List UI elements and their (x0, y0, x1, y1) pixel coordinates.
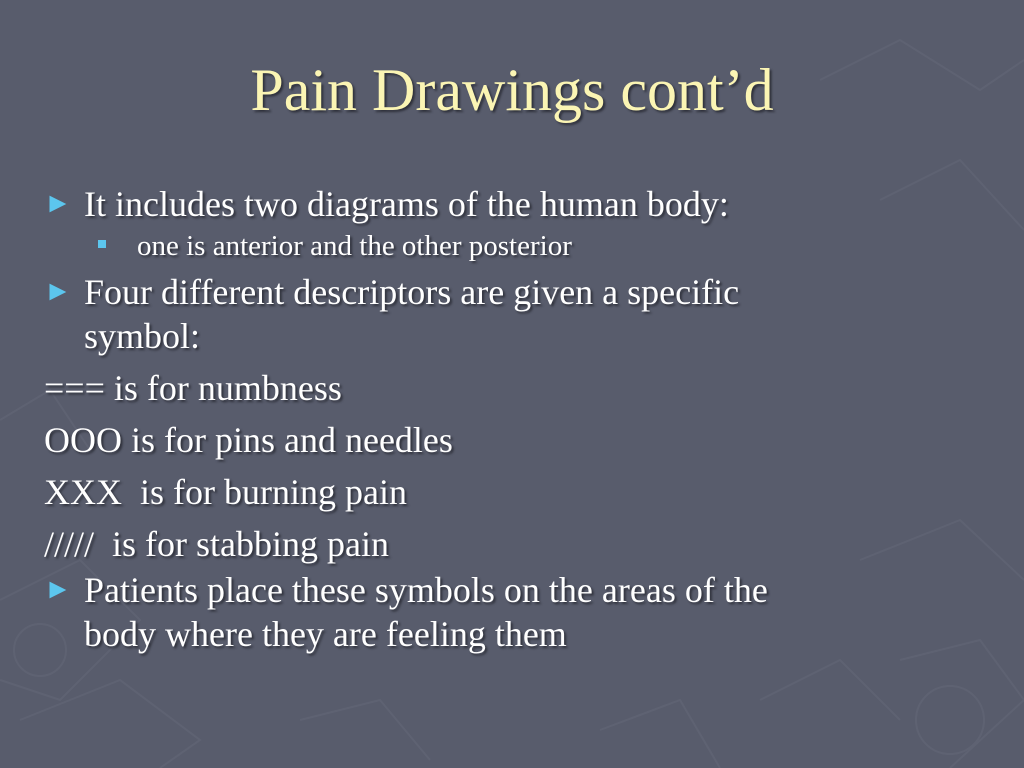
right-pointing-triangle-icon: ► (44, 574, 72, 605)
right-pointing-triangle-icon: ► (44, 188, 72, 219)
bullet-item (44, 568, 984, 656)
legend-line-burning: XXX is for burning pain (44, 472, 407, 512)
bullet-text: It includes two diagrams of the human body: (84, 184, 729, 224)
slide-title: Pain Drawings cont’d (250, 57, 774, 123)
bullet-text-line: symbol: (84, 316, 201, 356)
sub-bullet-text: one is anterior and the other posterior (137, 230, 572, 262)
bullet-text-line: body where they are feeling them (84, 614, 567, 654)
bullet-item (44, 270, 984, 358)
legend-line-pins-needles: OOO is for pins and needles (44, 420, 453, 460)
sub-bullet-item (44, 226, 984, 266)
legend-line-numbness: === is for numbness (44, 368, 342, 408)
bullet-item (44, 182, 984, 226)
square-bullet-icon (98, 240, 106, 248)
slide-body (44, 182, 984, 656)
bullet-text-line: Patients place these symbols on the areas of the (84, 570, 768, 610)
right-pointing-triangle-icon: ► (44, 276, 72, 307)
legend-line-stabbing: ///// is for stabbing pain (44, 524, 389, 564)
bullet-text-line: Four different descriptors are given a specific (84, 272, 740, 312)
